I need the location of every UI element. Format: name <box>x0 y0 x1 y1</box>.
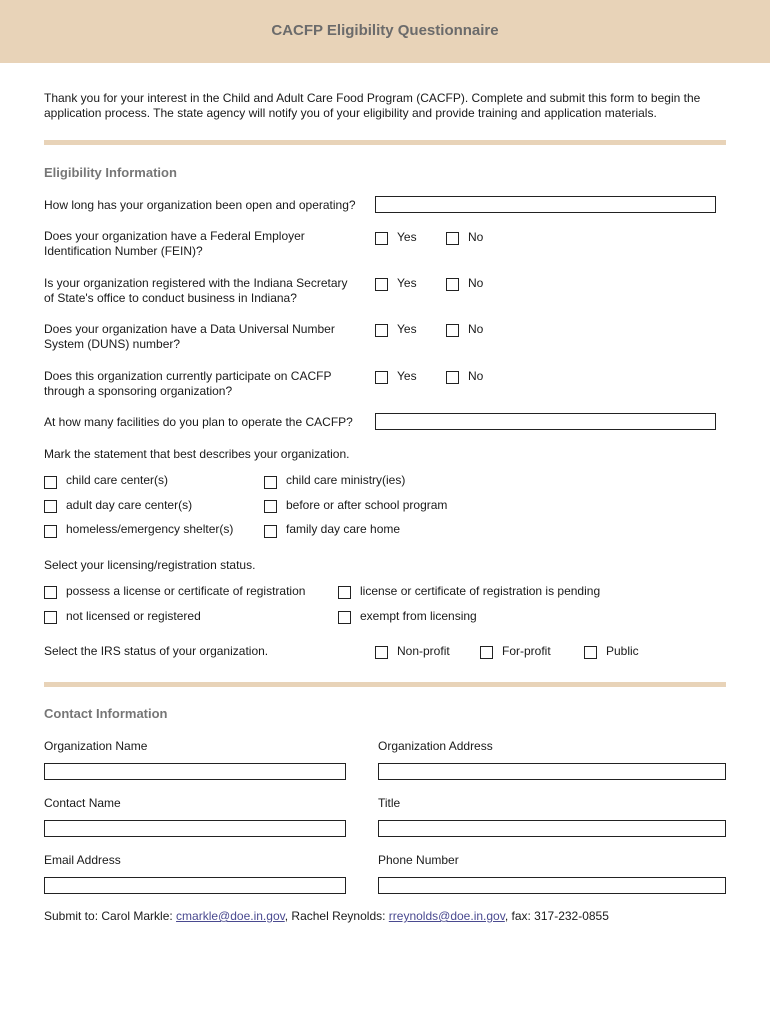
not-licensed-checkbox[interactable] <box>44 611 57 624</box>
question-registered: Is your organization registered with the Indiana Secretary of State's office to conduct business in Indiana? <box>44 276 348 305</box>
org-name-label: Organization Name <box>44 739 148 753</box>
fein-no-checkbox[interactable] <box>446 232 459 245</box>
sponsor-yes-checkbox[interactable] <box>375 371 388 384</box>
intro-text: Thank you for your interest in the Child and Adult Care Food Program (CACFP). Complete and submit this form to begin the application process. The state agency will notify you of your eligibility and provide training and application materials. <box>44 91 701 120</box>
question-licensing: Select your licensing/registration status. <box>44 558 256 572</box>
fein-yes-label: Yes <box>397 230 417 244</box>
page-title: CACFP Eligibility Questionnaire <box>271 22 499 39</box>
exempt-label: exempt from licensing <box>360 609 477 623</box>
exempt-checkbox[interactable] <box>338 611 351 624</box>
duns-yes-label: Yes <box>397 322 417 336</box>
nonprofit-label: Non-profit <box>397 644 450 658</box>
question-open-duration: How long has your organization been open and operating? <box>44 198 356 212</box>
child-care-ministries-label: child care ministry(ies) <box>286 473 406 487</box>
email-link-reynolds[interactable]: rreynolds@doe.in.gov <box>388 909 505 923</box>
question-sponsor: Does this organization currently participate on CACFP through a sponsoring organization? <box>44 369 332 398</box>
title-label: Title <box>378 796 401 810</box>
forprofit-checkbox[interactable] <box>480 646 493 659</box>
question-statement: Mark the statement that best describes your organization. <box>44 447 350 461</box>
family-day-care-checkbox[interactable] <box>264 525 277 538</box>
org-address-label: Organization Address <box>378 739 493 753</box>
license-pending-checkbox[interactable] <box>338 586 351 599</box>
section-divider <box>44 682 726 687</box>
email-input[interactable] <box>44 877 346 894</box>
license-pending-label: license or certificate of registration is pending <box>360 584 601 598</box>
child-care-centers-label: child care center(s) <box>66 473 169 487</box>
duns-yes-checkbox[interactable] <box>375 324 388 337</box>
family-day-care-label: family day care home <box>286 522 401 536</box>
child-care-ministries-checkbox[interactable] <box>264 476 277 489</box>
forprofit-label: For-profit <box>502 644 551 658</box>
duns-no-label: No <box>468 322 484 336</box>
phone-label: Phone Number <box>378 853 459 867</box>
submit-prefix: Submit to: Carol Markle: <box>44 909 177 923</box>
header-bar <box>0 0 770 63</box>
not-licensed-label: not licensed or registered <box>66 609 201 623</box>
fein-yes-checkbox[interactable] <box>375 232 388 245</box>
submit-instructions <box>44 909 609 923</box>
section-divider <box>44 140 726 145</box>
registered-yes-checkbox[interactable] <box>375 278 388 291</box>
public-checkbox[interactable] <box>584 646 597 659</box>
homeless-shelter-label: homeless/emergency shelter(s) <box>66 522 234 536</box>
email-link-markle[interactable]: cmarkle@doe.in.gov <box>176 909 285 923</box>
registered-no-checkbox[interactable] <box>446 278 459 291</box>
registered-no-label: No <box>468 276 484 290</box>
child-care-centers-checkbox[interactable] <box>44 476 57 489</box>
licensed-checkbox[interactable] <box>44 586 57 599</box>
facilities-input[interactable] <box>375 413 716 430</box>
email-label: Email Address <box>44 853 121 867</box>
question-duns: Does your organization have a Data Universal Number System (DUNS) number? <box>44 322 335 351</box>
duns-no-checkbox[interactable] <box>446 324 459 337</box>
open-duration-input[interactable] <box>375 196 716 213</box>
title-input[interactable] <box>378 820 726 837</box>
contact-name-label: Contact Name <box>44 796 121 810</box>
phone-input[interactable] <box>378 877 726 894</box>
sponsor-yes-label: Yes <box>397 369 417 383</box>
licensed-label: possess a license or certificate of registration <box>66 584 306 598</box>
before-after-school-label: before or after school program <box>286 498 448 512</box>
org-name-input[interactable] <box>44 763 346 780</box>
adult-day-care-label: adult day care center(s) <box>66 498 193 512</box>
question-facilities: At how many facilities do you plan to operate the CACFP? <box>44 415 353 429</box>
nonprofit-checkbox[interactable] <box>375 646 388 659</box>
adult-day-care-checkbox[interactable] <box>44 500 57 513</box>
question-irs: Select the IRS status of your organization. <box>44 644 269 658</box>
question-fein: Does your organization have a Federal Employer Identification Number (FEIN)? <box>44 229 305 258</box>
contact-name-input[interactable] <box>44 820 346 837</box>
submit-middle: , Rachel Reynolds: <box>284 909 389 923</box>
fein-no-label: No <box>468 230 484 244</box>
before-after-school-checkbox[interactable] <box>264 500 277 513</box>
org-address-input[interactable] <box>378 763 726 780</box>
submit-fax: , fax: 317-232-0855 <box>504 909 609 923</box>
public-label: Public <box>606 644 639 658</box>
sponsor-no-label: No <box>468 369 484 383</box>
sponsor-no-checkbox[interactable] <box>446 371 459 384</box>
eligibility-section-title: Eligibility Information <box>44 165 177 180</box>
registered-yes-label: Yes <box>397 276 417 290</box>
homeless-shelter-checkbox[interactable] <box>44 525 57 538</box>
contact-section-title: Contact Information <box>44 706 168 721</box>
